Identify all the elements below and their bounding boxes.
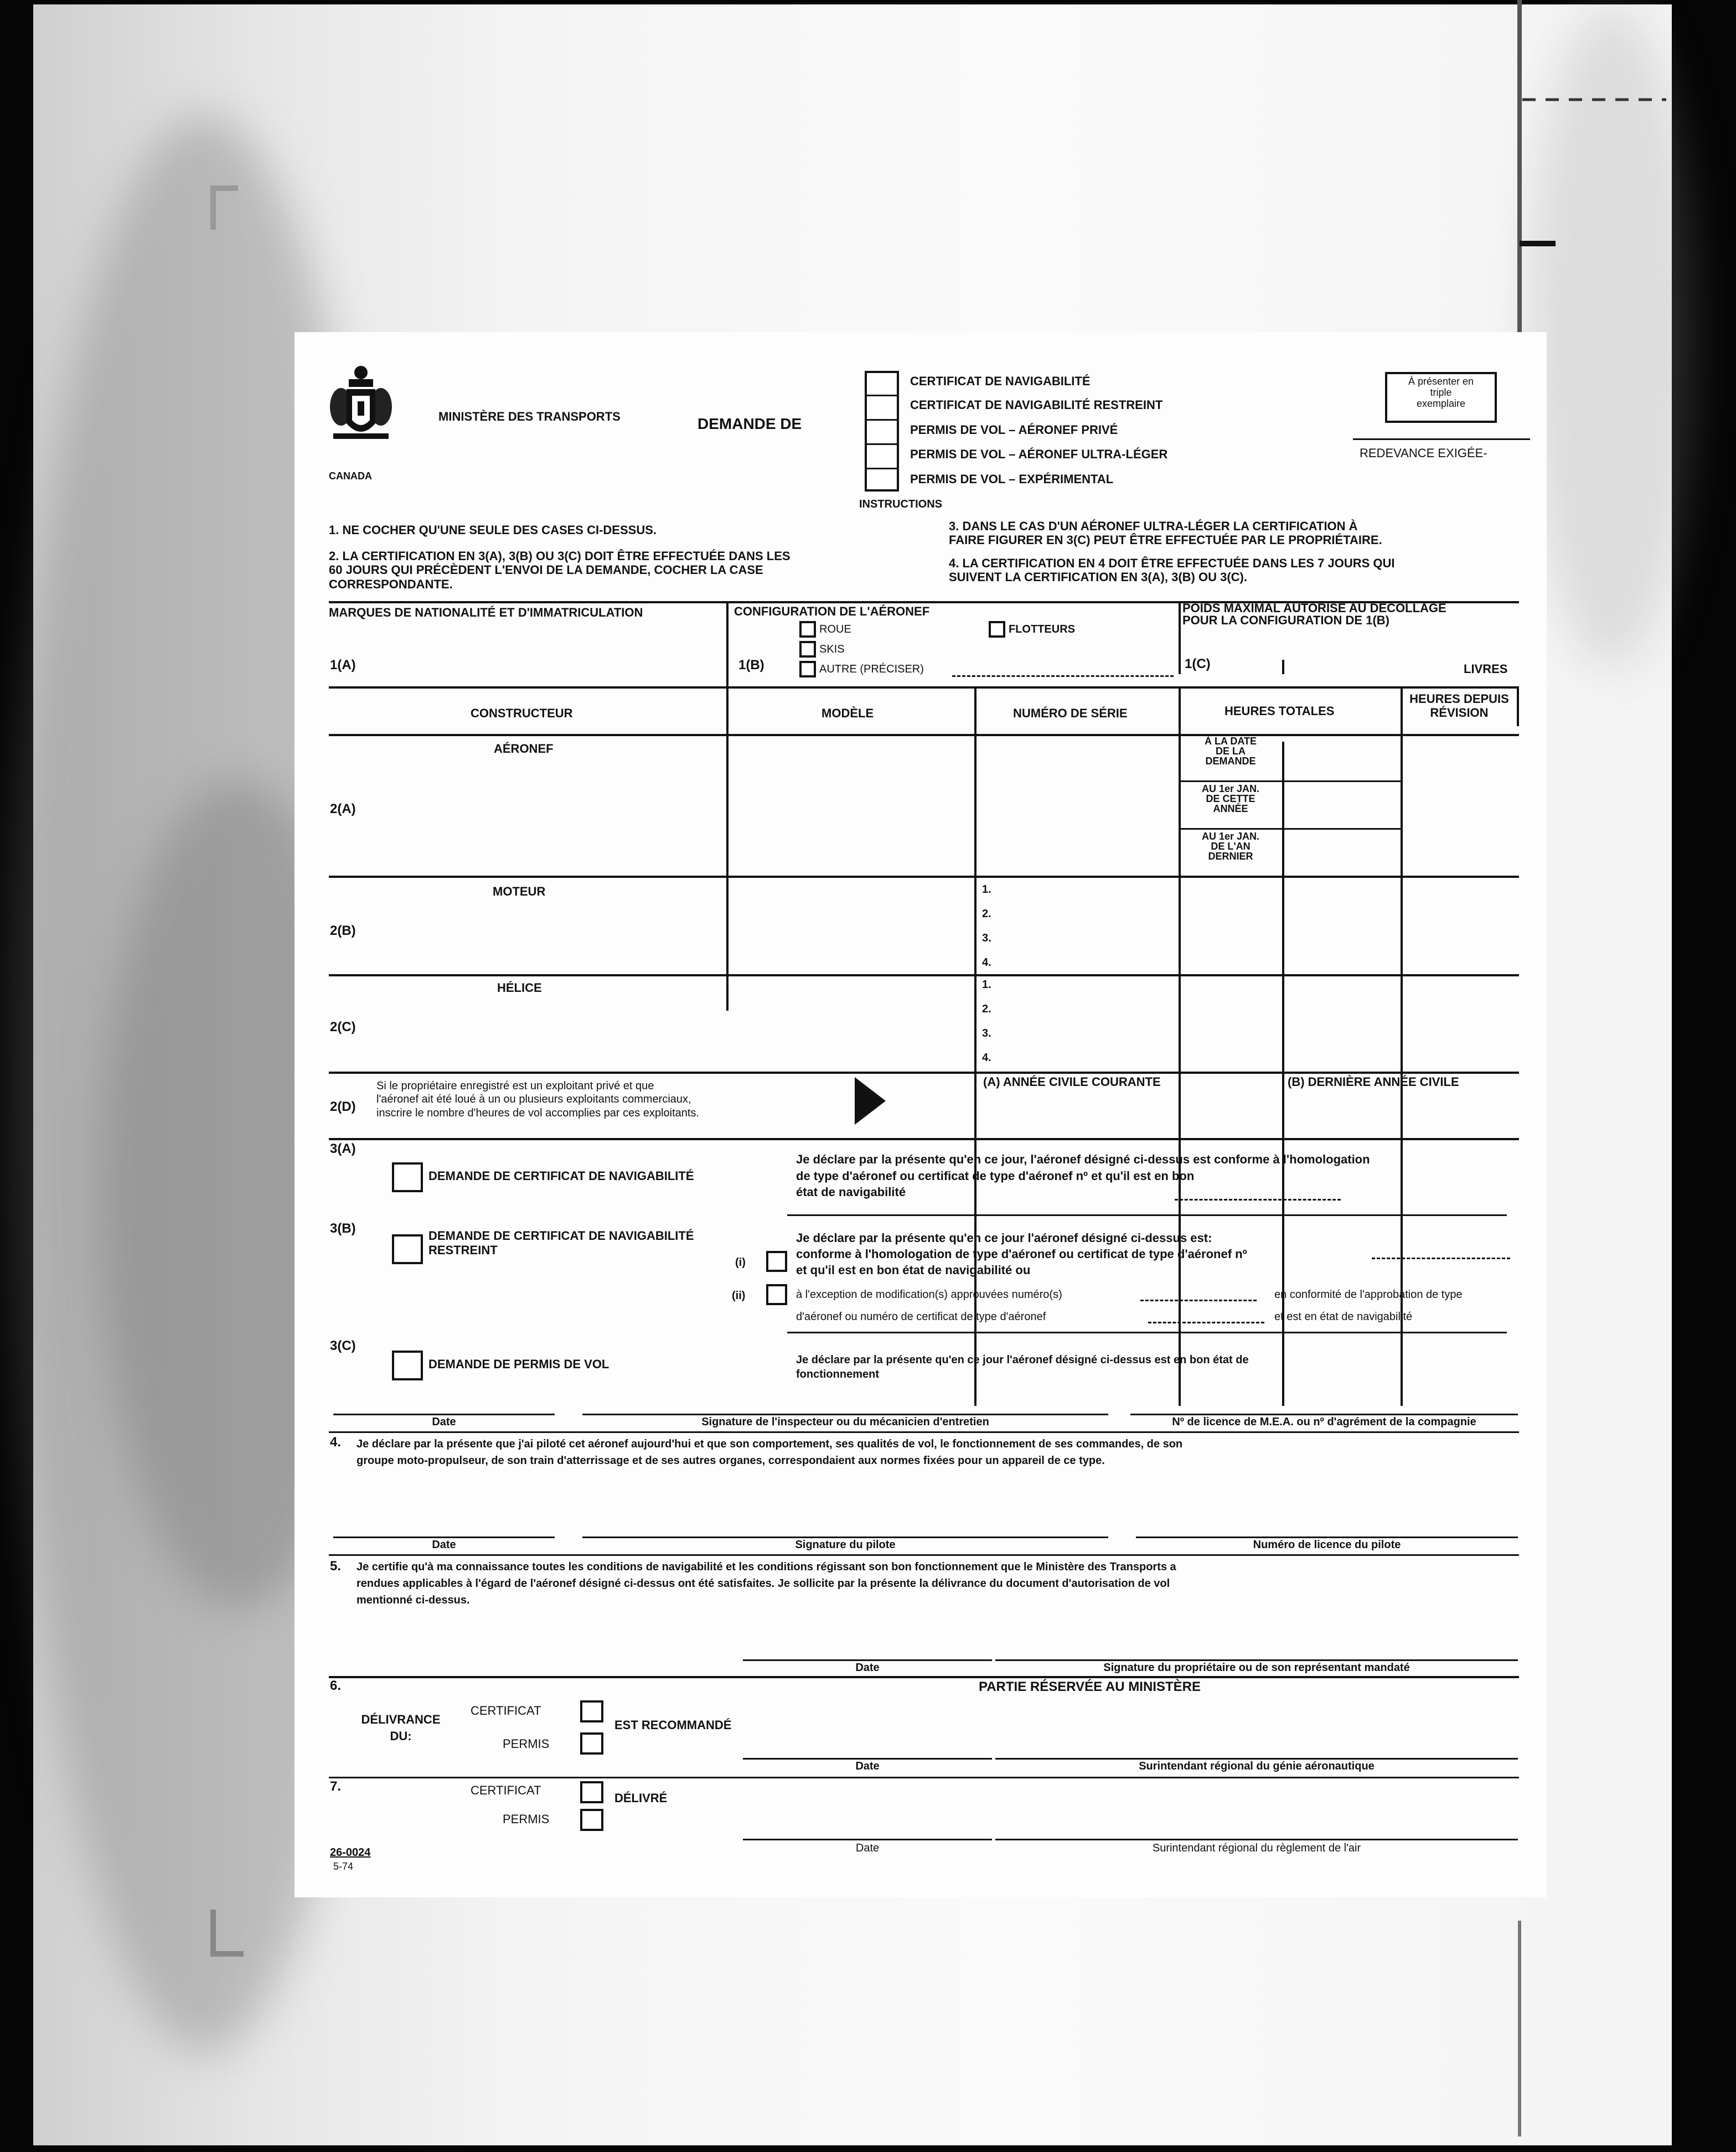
instruction-2: 2. LA CERTIFICATION EN 3(A), 3(B) OU 3(C) DOIT ÊTRE EFFECTUÉE DANS LES 60 JOURS QUI PRÉCÈDENT L'ENVOI DE LA DEMANDE, COCHER LA CASE CORRESPONDANTE.: [329, 549, 790, 591]
inspector-signature-line[interactable]: [582, 1414, 1108, 1415]
flight-permit-declaration: Je déclare par la présente qu'en ce jour l'aéronef désigné ci-dessus est en bon état de fonctionnement: [796, 1354, 1249, 1380]
config-skis-label: SKIS: [819, 643, 845, 655]
owner-date-caption: Date: [855, 1662, 880, 1674]
config-other-field[interactable]: [952, 675, 1174, 677]
pilot-date-line[interactable]: [333, 1537, 555, 1538]
type-certificate-number-field[interactable]: [1175, 1199, 1341, 1201]
air-regulation-signature-line[interactable]: [995, 1839, 1518, 1840]
ministry-date-caption: Date: [855, 1760, 880, 1772]
flight-permit-label: DEMANDE DE PERMIS DE VOL: [428, 1357, 609, 1371]
recommend-certificate-checkbox[interactable]: [580, 1700, 603, 1722]
config-skis-checkbox[interactable]: [799, 641, 816, 658]
restricted-airworthiness-checkbox[interactable]: [392, 1234, 423, 1264]
config-floats-checkbox[interactable]: [989, 621, 1005, 638]
instruction-1: 1. NE COCHER QU'UNE SEULE DES CASES CI-DESSUS.: [329, 523, 657, 537]
issue-permit-checkbox[interactable]: [580, 1809, 603, 1831]
copies-note: À présenter en triple exemplaire: [1408, 376, 1474, 409]
request-label: DEMANDE DE: [698, 415, 802, 432]
fee-label: REDEVANCE EXIGÉE-: [1360, 446, 1487, 460]
ministry-label: MINISTÈRE DES TRANSPORTS: [438, 410, 621, 423]
inspector-licence-line[interactable]: [1130, 1414, 1518, 1415]
section-3c-id: 3(C): [330, 1338, 356, 1353]
engine-serial-2: 2.: [982, 908, 991, 920]
weight-unit: LIVRES: [1464, 662, 1508, 676]
option-restricted-airworthiness[interactable]: CERTIFICAT DE NAVIGABILITÉ RESTREINT: [910, 398, 1163, 412]
weight-id: 1(C): [1185, 656, 1211, 671]
weight-label: POIDS MAXIMAL AUTORISÉ AU DÉCOLLAGE POUR LA CONFIGURATION DE 1(B): [1182, 601, 1446, 627]
inspector-date-caption: Date: [432, 1416, 456, 1428]
charter-hours-text: Si le propriétaire enregistré est un exploitant privé et que l'aéronef ait été loué à un ou plusieurs exploitants commerciaux, inscrire le nombre d'heures de vol accomplies par ces exploitants.: [376, 1080, 699, 1119]
option-ii-text-2: en conformité de l'approbation de type: [1274, 1289, 1463, 1301]
propeller-id: 2(C): [330, 1020, 356, 1034]
pilot-signature-caption: Signature du pilote: [795, 1539, 896, 1551]
config-other-checkbox[interactable]: [799, 661, 816, 677]
pilot-declaration: Je déclare par la présente que j'ai piloté cet aéronef aujourd'hui et que son comportement, ses qualités de vol, le fonctionnement de ses commandes, de son groupe moto-propulseur, de son train d'atterrissage et de ses autres organes, correspondaient aux normes fixées pour un appareil de ce type.: [356, 1438, 1183, 1467]
section-5-id: 5.: [330, 1559, 342, 1574]
section-4-id: 4.: [330, 1435, 342, 1450]
recommended-label: EST RECOMMANDÉ: [614, 1718, 732, 1732]
last-year-label: (B) DERNIÈRE ANNÉE CIVILE: [1288, 1075, 1459, 1089]
issue-certificate-label: CERTIFICAT: [471, 1783, 541, 1797]
inspector-signature-caption: Signature de l'inspecteur ou du mécanicien d'entretien: [701, 1416, 989, 1428]
engine-serial-1: 1.: [982, 883, 991, 896]
hours-row-application-date: À LA DATE DE LA DEMANDE: [1205, 736, 1257, 767]
instructions-title: INSTRUCTIONS: [859, 498, 942, 510]
aircraft-id: 2(A): [330, 801, 356, 816]
current-year-label: (A) ANNÉE CIVILE COURANTE: [983, 1075, 1161, 1089]
config-id: 1(B): [738, 658, 764, 672]
header-model: MODÈLE: [822, 706, 874, 720]
config-wheel-checkbox[interactable]: [799, 621, 816, 638]
header-serial: NUMÉRO DE SÉRIE: [1013, 706, 1128, 720]
engineering-signature-caption: Surintendant régional du génie aéronautique: [1139, 1760, 1375, 1772]
pilot-signature-line[interactable]: [582, 1537, 1108, 1538]
hours-row-last-year: AU 1er JAN. DE L'AN DERNIER: [1201, 831, 1260, 862]
engine-serial-3: 3.: [982, 932, 991, 944]
option-airworthiness[interactable]: CERTIFICAT DE NAVIGABILITÉ: [910, 374, 1091, 388]
restricted-type-certificate-field[interactable]: [1372, 1258, 1510, 1259]
issue-label: DÉLIVRANCE DU:: [361, 1713, 441, 1743]
owner-date-line[interactable]: [743, 1659, 992, 1661]
option-i-text: conforme à l'homologation de type d'aéronef ou certificat de type d'aéronef nº et qu'il est en bon état de navigabilité ou: [796, 1247, 1247, 1277]
propeller-serial-4: 4.: [982, 1052, 991, 1064]
engine-label: MOTEUR: [493, 884, 546, 898]
engine-serial-4: 4.: [982, 956, 991, 969]
recommend-permit-checkbox[interactable]: [580, 1732, 603, 1755]
recommend-certificate-label: CERTIFICAT: [471, 1704, 541, 1718]
option-private-permit[interactable]: PERMIS DE VOL – AÉRONEF PRIVÉ: [910, 423, 1118, 437]
section-7-id: 7.: [330, 1779, 342, 1794]
charter-hours-id: 2(D): [330, 1099, 356, 1114]
section-3b-id: 3(B): [330, 1221, 356, 1236]
option-i-checkbox[interactable]: [766, 1251, 787, 1272]
restricted-declaration: Je déclare par la présente qu'en ce jour l'aéronef désigné ci-dessus est:: [796, 1231, 1212, 1245]
issue-date-line[interactable]: [743, 1839, 992, 1840]
inspector-date-line[interactable]: [333, 1414, 555, 1415]
request-type-box: [865, 371, 899, 492]
section-6-id: 6.: [330, 1678, 342, 1693]
form-edition: 5-74: [333, 1861, 354, 1872]
inspector-licence-caption: Nº de licence de M.E.A. ou nº d'agrément de la compagnie: [1172, 1416, 1476, 1428]
arrow-right-icon: [855, 1077, 886, 1125]
option-experimental-permit[interactable]: PERMIS DE VOL – EXPÉRIMENTAL: [910, 472, 1114, 486]
pilot-date-caption: Date: [432, 1539, 456, 1551]
config-other-label: AUTRE (PRÉCISER): [819, 663, 924, 675]
propeller-serial-2: 2.: [982, 1003, 991, 1015]
airworthiness-request-label: DEMANDE DE CERTIFICAT DE NAVIGABILITÉ: [428, 1169, 694, 1183]
engine-id: 2(B): [330, 923, 356, 938]
propeller-label: HÉLICE: [497, 981, 542, 995]
hours-row-this-year: AU 1er JAN. DE CETTE ANNÉE: [1201, 783, 1260, 814]
propeller-serial-3: 3.: [982, 1027, 991, 1039]
option-ii-mark: (ii): [732, 1290, 746, 1302]
config-floats-label: FLOTTEURS: [1009, 623, 1075, 635]
config-wheel-label: ROUE: [819, 623, 851, 635]
pilot-licence-line[interactable]: [1136, 1537, 1518, 1538]
option-i-mark: (i): [735, 1256, 746, 1269]
header-hours-since-overhaul: HEURES DEPUIS RÉVISION: [1409, 692, 1509, 720]
instruction-3: 3. DANS LE CAS D'UN AÉRONEF ULTRA-LÉGER LA CERTIFICATION À FAIRE FIGURER EN 3(C) PEUT ÊTRE EFFECTUÉE PAR LE PROPRIÉTAIRE.: [949, 519, 1382, 547]
marks-label: MARQUES DE NATIONALITÉ ET D'IMMATRICULATION: [329, 606, 643, 619]
flight-permit-checkbox[interactable]: [392, 1351, 423, 1380]
issue-date-caption: Date: [855, 1842, 880, 1854]
section-3a-id: 3(A): [330, 1141, 356, 1156]
option-ii-text-3: d'aéronef ou numéro de certificat de type d'aéronef: [796, 1311, 1046, 1323]
recommend-permit-label: PERMIS: [503, 1737, 550, 1751]
header-total-hours: HEURES TOTALES: [1224, 704, 1335, 718]
ministry-date-line[interactable]: [743, 1758, 992, 1760]
type-approval-number-field[interactable]: [1148, 1322, 1264, 1323]
modification-numbers-field[interactable]: [1140, 1300, 1257, 1301]
issued-label: DÉLIVRÉ: [614, 1791, 668, 1805]
country-label: CANADA: [329, 470, 372, 482]
option-ii-checkbox[interactable]: [766, 1284, 787, 1305]
canada-coat-of-arms-icon: [328, 363, 394, 468]
engineering-signature-line[interactable]: [995, 1758, 1518, 1760]
option-ultralight-permit[interactable]: PERMIS DE VOL – AÉRONEF ULTRA-LÉGER: [910, 447, 1168, 461]
form-number: 26-0024: [330, 1846, 371, 1859]
owner-signature-line[interactable]: [995, 1659, 1518, 1661]
header-manufacturer: CONSTRUCTEUR: [471, 706, 573, 720]
config-label: CONFIGURATION DE L'AÉRONEF: [734, 604, 930, 618]
airworthiness-declaration: Je déclare par la présente qu'en ce jour, l'aéronef désigné ci-dessus est conforme à l'homologation de type d'aéronef ou certificat de type d'aéronef nº et qu'il est en bon état de navigabilité: [796, 1152, 1370, 1199]
airworthiness-checkbox[interactable]: [392, 1162, 423, 1192]
marks-id: 1(A): [330, 658, 356, 672]
restricted-airworthiness-label: DEMANDE DE CERTIFICAT DE NAVIGABILITÉ RESTREINT: [428, 1229, 694, 1258]
ministry-use-title: PARTIE RÉSERVÉE AU MINISTÈRE: [979, 1679, 1201, 1694]
propeller-serial-1: 1.: [982, 979, 991, 991]
option-ii-text-4: et est en état de navigabilité: [1274, 1311, 1413, 1323]
air-regulation-signature-caption: Surintendant régional du règlement de l'air: [1152, 1842, 1361, 1854]
pilot-licence-caption: Numéro de licence du pilote: [1253, 1539, 1401, 1551]
issue-permit-label: PERMIS: [503, 1812, 550, 1826]
aircraft-label: AÉRONEF: [494, 742, 554, 756]
owner-certification: Je certifie qu'à ma connaissance toutes les conditions de navigabilité et les conditions régissant son bon fonctionnement que le Ministère des Transports a rendues applicables à l'égard de l'aéronef désigné ci-dessus ont été satisfaites. Je sollicite par la présente la délivrance du document d'autorisation de vol mentionné ci-dessus.: [356, 1561, 1176, 1606]
instruction-4: 4. LA CERTIFICATION EN 4 DOIT ÊTRE EFFECTUÉE DANS LES 7 JOURS QUI SUIVENT LA CERTIFICATION EN 3(A), 3(B) OU 3(C).: [949, 556, 1395, 584]
owner-signature-caption: Signature du propriétaire ou de son représentant mandaté: [1103, 1662, 1410, 1674]
application-form: [294, 332, 1547, 1897]
option-ii-text: à l'exception de modification(s) approuvées numéro(s): [796, 1289, 1062, 1301]
issue-certificate-checkbox[interactable]: [580, 1781, 603, 1803]
